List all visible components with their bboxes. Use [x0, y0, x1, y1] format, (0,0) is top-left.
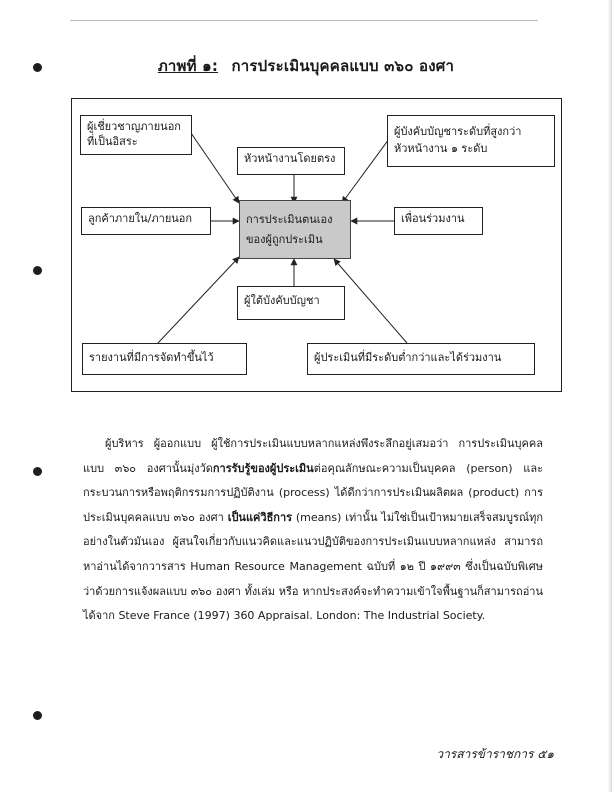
node-customers [81, 207, 211, 235]
emphasis-text: เป็นแค่วิธีการ [227, 510, 293, 524]
node-external-experts [80, 115, 192, 155]
arrow-reports [158, 257, 239, 343]
node-text: ผู้เชี่ยวชาญภายนอก [87, 120, 181, 133]
node-text: ของผู้ถูกประเมิน [246, 233, 323, 246]
figure-title [0, 54, 612, 78]
figure-label: ภาพที่ ๑: [157, 57, 219, 75]
text-run: ผู้บริหาร ผู้ออกแบบ ผู้ใช้การประเมินแบบหลากแหล่งพึงระลึกอยู่เสมอว่า การประเมินบุคคลแบบ ๓๖๐ องศานั้นมุ่งวัด [83, 437, 543, 475]
arrow-senior-supervisor [342, 139, 389, 203]
node-self-assessment [239, 200, 351, 259]
node-subordinates [237, 286, 345, 320]
node-text: รายงานที่มีการจัดทำขึ้นไว้ [89, 351, 214, 364]
paragraph-text [83, 432, 543, 629]
text-run: ต่อคุณลักษณะความเป็นบุคคล (person) และกระบวนการหรือพฤติกรรมการปฏิบัติงาน (process) ได้ดีกว่าการประเมินผลิตผล (product) การประเมินบุคคลแบบ ๓๖๐ องศา [83, 461, 543, 524]
node-text: ผู้ประเมินที่มีระดับต่ำกว่าและได้ร่วมงาน [314, 351, 502, 364]
emphasis-text: การรับรู้ของผู้ประเมิน [212, 461, 314, 475]
node-direct-supervisor [237, 147, 345, 175]
feedback-diagram [71, 98, 562, 392]
body-paragraph [83, 432, 543, 629]
binder-hole [33, 711, 42, 720]
node-text: หัวหน้างาน ๑ ระดับ [394, 142, 488, 155]
text-run: (means) เท่านั้น ไม่ใช่เป็นเป้าหมายเสร็จสมบูรณ์ทุกอย่างในตัวมันเอง ผู้สนใจเกี่ยวกับแนวคิดและแนวปฏิบัติของการประเมินแบบหลากแหล่ง สามารถหาอ่านได้จากวารสาร Human Resource Management ฉบับที่ ๑๒ ปี ๑๙๙๓ ซึ่งเป็นฉบับพิเศษว่าด้วยการแจ้งผลแบบ ๓๖๐ องศา ทั้งเล่ม หรือ หากประสงค์จะทำความเข้าใจพื้นฐานก็สามารถอ่านได้จาก Steve France (1997) 360 Appraisal. London: The Industrial Society. [83, 510, 544, 623]
page-footer: วารสารข้าราชการ ๕๑ [436, 747, 554, 761]
arrow-external-experts [191, 133, 239, 203]
figure-caption: การประเมินบุคคลแบบ ๓๖๐ องศา [231, 57, 455, 75]
node-lower-level [307, 343, 535, 375]
node-senior-supervisor [387, 115, 555, 167]
top-rule [70, 20, 538, 21]
node-reports [82, 343, 247, 375]
page-edge [608, 0, 612, 792]
node-text: ที่เป็นอิสระ [87, 135, 138, 148]
binder-hole [33, 467, 42, 476]
node-text: เพื่อนร่วมงาน [401, 212, 465, 225]
binder-hole [33, 266, 42, 275]
node-text: หัวหน้างานโดยตรง [244, 152, 336, 165]
node-text: ผู้ใต้บังคับบัญชา [244, 294, 320, 307]
node-text: ลูกค้าภายใน/ภายนอก [88, 212, 193, 225]
node-peers [394, 207, 483, 235]
node-text: การประเมินตนเอง [246, 213, 333, 226]
node-text: ผู้บังคับบัญชาระดับที่สูงกว่า [394, 125, 522, 138]
